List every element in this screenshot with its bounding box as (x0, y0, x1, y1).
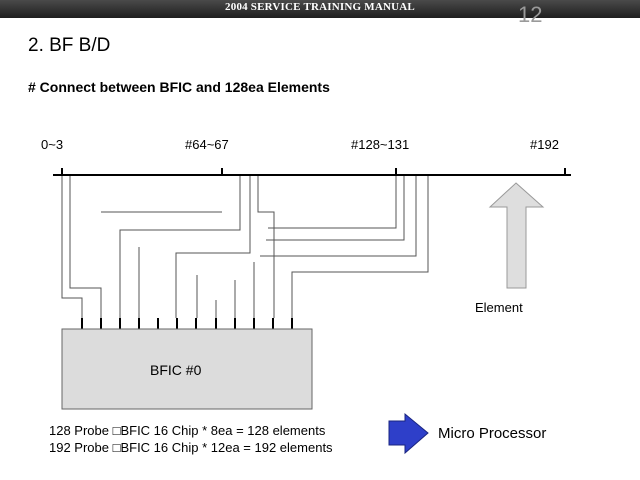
wire (176, 176, 250, 318)
bus-label-128-131: #128~131 (351, 137, 410, 152)
page-subtitle: # Connect between BFIC and 128ea Elements (28, 79, 330, 95)
note-192-probe: 192 Probe □BFIC 16 Chip * 12ea = 192 elements (49, 440, 333, 455)
bus-label-192: #192 (530, 137, 559, 152)
page-title: 2. BF B/D (28, 35, 111, 56)
wire (70, 176, 101, 318)
wire (260, 176, 416, 256)
connection-wires (62, 176, 428, 318)
note-128-probe: 128 Probe □BFIC 16 Chip * 8ea = 128 elements (49, 423, 326, 438)
banner-title: 2004 SERVICE TRAINING MANUAL (225, 1, 415, 13)
bus-label-64-67: #64~67 (185, 137, 229, 152)
element-arrow-up-icon (490, 183, 543, 288)
bfic-chip-label: BFIC #0 (150, 362, 202, 378)
wire (258, 176, 274, 318)
wire (62, 176, 82, 318)
chip-pins (82, 318, 292, 329)
wire (292, 176, 428, 318)
wire (120, 176, 240, 318)
wire (266, 176, 404, 240)
micro-processor-arrow-icon (389, 414, 428, 453)
page-number: 12 (518, 2, 543, 27)
micro-processor-label: Micro Processor (438, 425, 547, 442)
element-label: Element (475, 300, 523, 315)
wire (268, 176, 396, 228)
bus-label-0-3: 0~3 (41, 137, 64, 152)
